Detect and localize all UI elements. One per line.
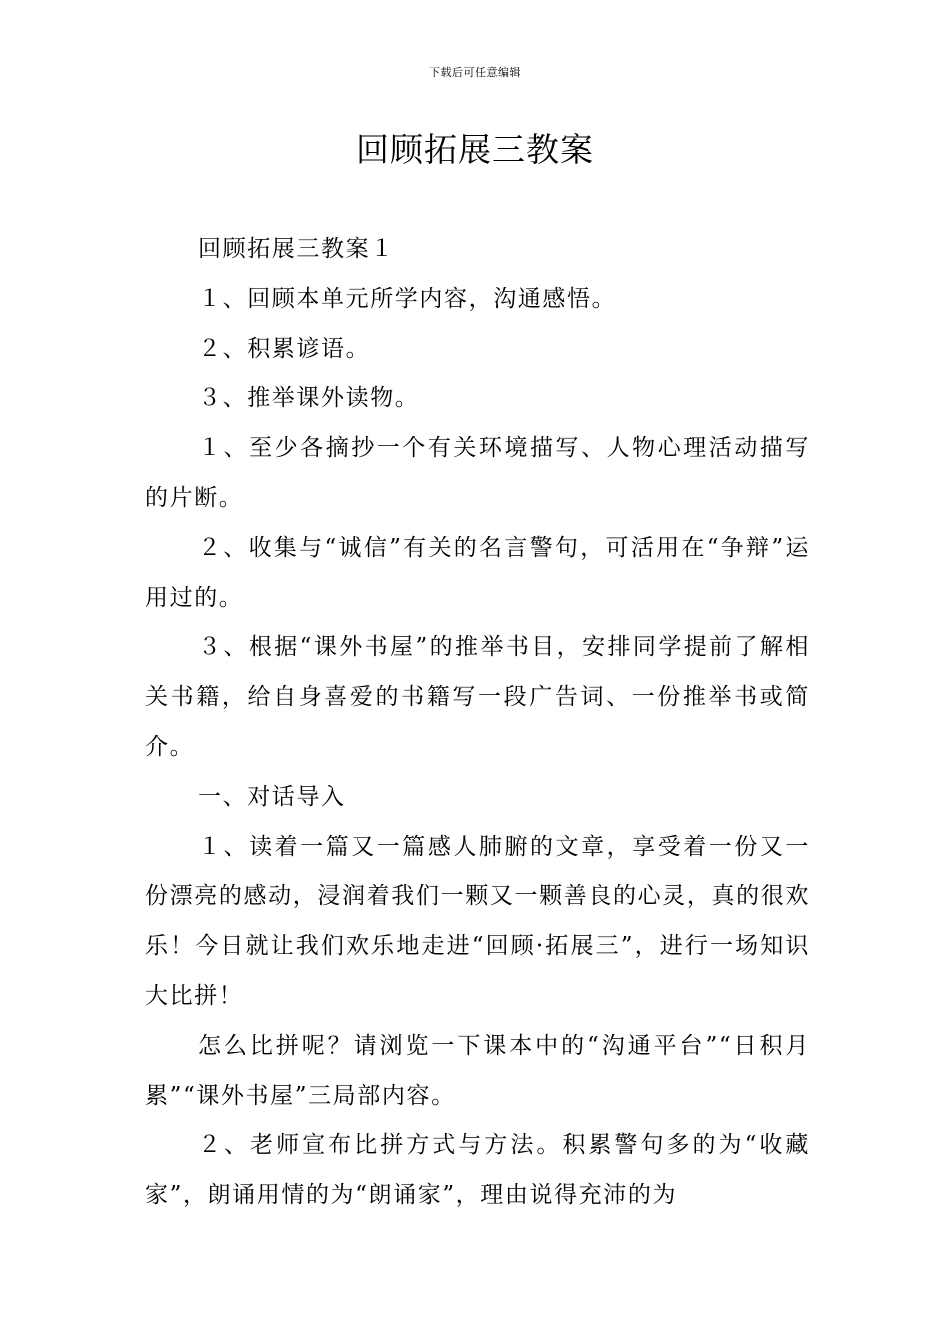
paragraph: ３、根据“课外书屋”的推举书目，安排同学提前了解相关书籍，给自身喜爱的书籍写一段广告词、一份推举书或简介。 bbox=[145, 634, 810, 760]
header-note: 下载后可任意编辑 bbox=[429, 66, 521, 79]
paragraph: 回顾拓展三教案１ bbox=[198, 236, 395, 262]
document-title: 回顾拓展三教案 bbox=[356, 130, 594, 169]
paragraph: ２、积累谚语。 bbox=[198, 335, 371, 362]
paragraph: １、读着一篇又一篇感人肺腑的文章，享受着一份又一份漂亮的感动，浸润着我们一颗又一颗善良的心灵，真的很欢乐！今日就让我们欢乐地走进“回顾·拓展三”，进行一场知识大比拼！ bbox=[145, 833, 810, 1009]
paragraph: ２、老师宣布比拼方式与方法。积累警句多的为“收藏家”，朗诵用情的为“朗诵家”，理由说得充沛的为 bbox=[145, 1132, 810, 1209]
paragraph: 一、对话导入 bbox=[198, 783, 346, 810]
paragraph: １、回顾本单元所学内容，沟通感悟。 bbox=[198, 285, 617, 312]
paragraph: ３、推举课外读物。 bbox=[198, 385, 420, 412]
paragraph: １、至少各摘抄一个有关环境描写、人物心理活动描写的片断。 bbox=[145, 435, 810, 511]
document-body bbox=[145, 225, 810, 1221]
paragraph: 怎么比拼呢？请浏览一下课本中的“沟通平台”“日积月累”“课外书屋”三局部内容。 bbox=[145, 1032, 810, 1109]
paragraph: ２、收集与“诚信”有关的名言警句，可活用在“争辩”运用过的。 bbox=[145, 534, 810, 611]
